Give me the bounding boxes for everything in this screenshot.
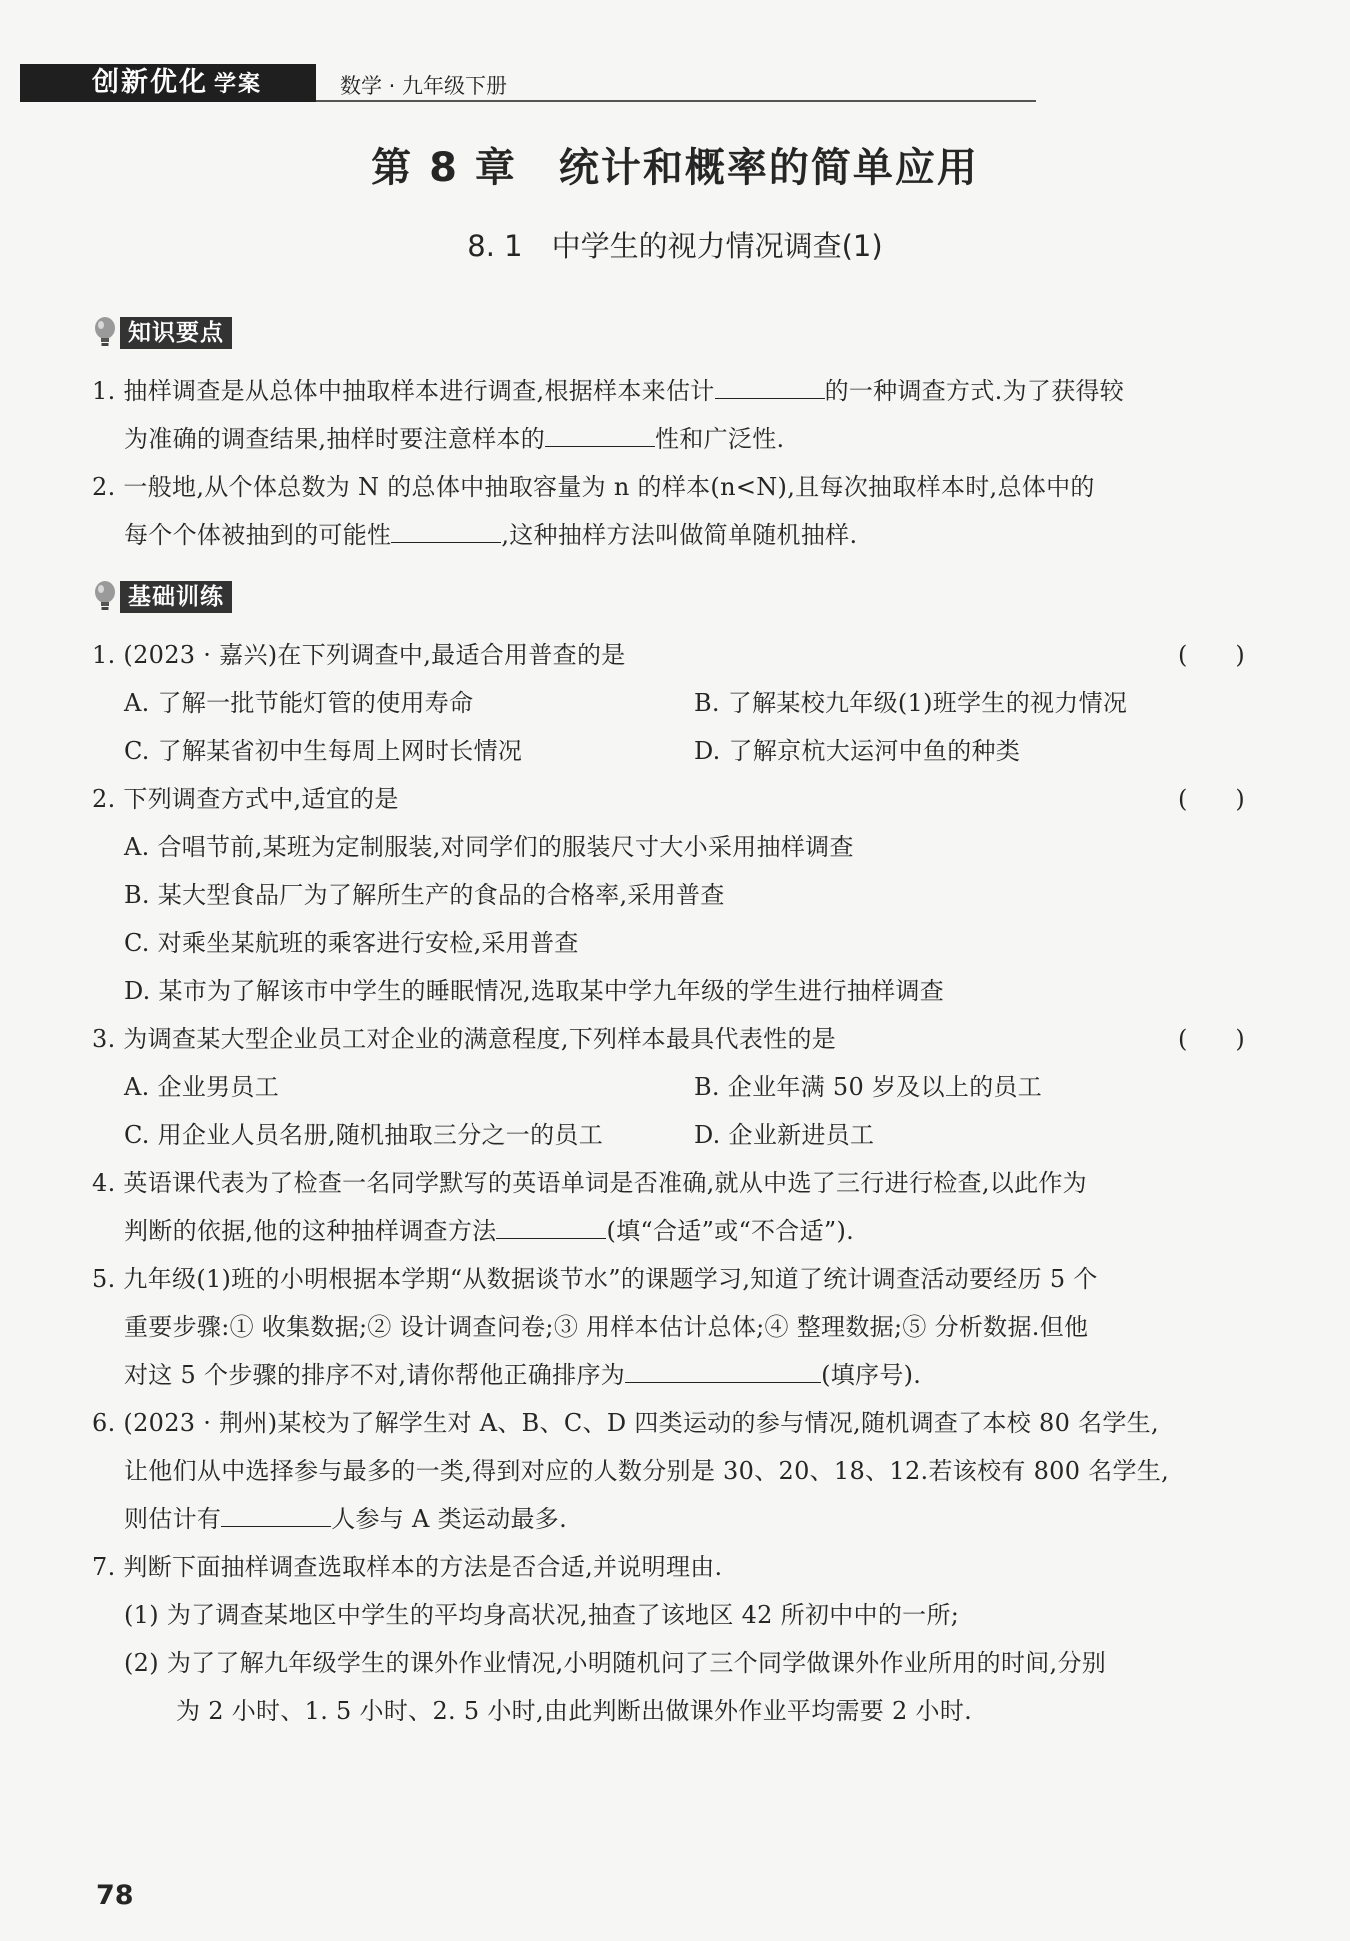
question-7: 7. 判断下面抽样调查选取样本的方法是否合适,并说明理由. (92, 1553, 723, 1581)
text: 性和广泛性. (655, 425, 785, 453)
text: 每个个体被抽到的可能性 (124, 521, 392, 549)
section-title: 8. 1 中学生的视力情况调查(1) (467, 229, 883, 263)
question-2: 2. 下列调查方式中,适宜的是 (92, 785, 399, 813)
option-2b: B. 某大型食品厂为了解所生产的食品的合格率,采用普查 (124, 881, 725, 909)
question-4-line1: 4. 英语课代表为了检查一名同学默写的英语单词是否准确,就从中选了三行进行检查,以此作为 (92, 1169, 1087, 1197)
text: (填“合适”或“不合适”). (606, 1217, 855, 1245)
knowledge-q1-line1 (92, 376, 1124, 406)
question-6-line3 (124, 1504, 567, 1534)
brand-banner (20, 64, 316, 102)
text: ,这种抽样方法叫做简单随机抽样. (501, 521, 858, 549)
text: 则估计有 (124, 1505, 222, 1533)
text: 的一种调查方式.为了获得较 (824, 377, 1125, 405)
question-5-line1: 5. 九年级(1)班的小明根据本学期“从数据谈节水”的课题学习,知道了统计调查活动要经历 5 个 (92, 1265, 1098, 1293)
answer-bracket[interactable]: ( ) (1178, 641, 1245, 669)
option-3d: D. 企业新进员工 (694, 1121, 875, 1149)
question-7-part1: (1) 为了调查某地区中学生的平均身高状况,抽查了该地区 42 所初中中的一所; (124, 1601, 960, 1629)
text: 为准确的调查结果,抽样时要注意样本的 (124, 425, 546, 453)
option-1a: A. 了解一批节能灯管的使用寿命 (124, 689, 474, 717)
option-1b: B. 了解某校九年级(1)班学生的视力情况 (694, 689, 1128, 717)
question-6-line2: 让他们从中选择参与最多的一类,得到对应的人数分别是 30、20、18、12.若该校有 800 名学生, (124, 1457, 1170, 1485)
answer-blank[interactable] (496, 1216, 606, 1239)
header-rule (316, 100, 1036, 102)
question-5-line3 (124, 1360, 921, 1390)
section-tag-knowledge (92, 316, 232, 350)
answer-blank[interactable] (391, 520, 501, 543)
lightbulb-icon (92, 316, 118, 350)
text: 对这 5 个步骤的排序不对,请你帮他正确排序为 (124, 1361, 626, 1389)
text: (填序号). (821, 1361, 922, 1389)
option-3b: B. 企业年满 50 岁及以上的员工 (694, 1073, 1043, 1101)
text: 人参与 A 类运动最多. (331, 1505, 568, 1533)
text: 判断的依据,他的这种抽样调查方法 (124, 1217, 497, 1245)
option-1d: D. 了解京杭大运河中鱼的种类 (694, 737, 1021, 765)
text: 1. 抽样调查是从总体中抽取样本进行调查,根据样本来估计 (92, 377, 715, 405)
section-tag-label: 知识要点 (120, 317, 232, 349)
question-4-line2 (124, 1216, 854, 1246)
chapter-title: 第 8 章 统计和概率的简单应用 (371, 145, 979, 191)
option-1c: C. 了解某省初中生每周上网时长情况 (124, 737, 523, 765)
question-3: 3. 为调查某大型企业员工对企业的满意程度,下列样本最具代表性的是 (92, 1025, 837, 1053)
book-title: 数学 · 九年级下册 (340, 74, 508, 98)
knowledge-q2-line1: 2. 一般地,从个体总数为 N 的总体中抽取容量为 n 的样本(n<N),且每次抽取样本时,总体中的 (92, 473, 1095, 501)
brand-suffix: 学案 (214, 72, 263, 97)
page-header (20, 64, 1020, 104)
option-2d: D. 某市为了解该市中学生的睡眠情况,选取某中学九年级的学生进行抽样调查 (124, 977, 945, 1005)
option-3a: A. 企业男员工 (124, 1073, 279, 1101)
knowledge-q2-line2 (124, 520, 857, 550)
section-tag-label: 基础训练 (120, 581, 232, 613)
question-1: 1. (2023 · 嘉兴)在下列调查中,最适合用普查的是 (92, 641, 626, 669)
answer-blank[interactable] (221, 1504, 331, 1527)
section-tag-basic (92, 580, 232, 614)
page-number: 78 (96, 1880, 134, 1911)
question-7-part2-line2: 为 2 小时、1. 5 小时、2. 5 小时,由此判断出做课外作业平均需要 2 小时. (176, 1697, 973, 1725)
option-3c: C. 用企业人员名册,随机抽取三分之一的员工 (124, 1121, 603, 1149)
question-6-line1: 6. (2023 · 荆州)某校为了解学生对 A、B、C、D 四类运动的参与情况,随机调查了本校 80 名学生, (92, 1409, 1159, 1437)
answer-bracket[interactable]: ( ) (1178, 785, 1245, 813)
answer-bracket[interactable]: ( ) (1178, 1025, 1245, 1053)
lightbulb-icon (92, 580, 118, 614)
option-2a: A. 合唱节前,某班为定制服装,对同学们的服装尺寸大小采用抽样调查 (124, 833, 854, 861)
answer-blank[interactable] (715, 376, 825, 399)
knowledge-q1-line2 (124, 424, 784, 454)
question-5-line2: 重要步骤:① 收集数据;② 设计调查问卷;③ 用样本估计总体;④ 整理数据;⑤ 分析数据.但他 (124, 1313, 1089, 1341)
brand-name: 创新优化 (92, 67, 208, 98)
question-7-part2-line1: (2) 为了了解九年级学生的课外作业情况,小明随机问了三个同学做课外作业所用的时间,分别 (124, 1649, 1107, 1677)
answer-blank[interactable] (545, 424, 655, 447)
option-2c: C. 对乘坐某航班的乘客进行安检,采用普查 (124, 929, 579, 957)
answer-blank[interactable] (625, 1360, 821, 1383)
